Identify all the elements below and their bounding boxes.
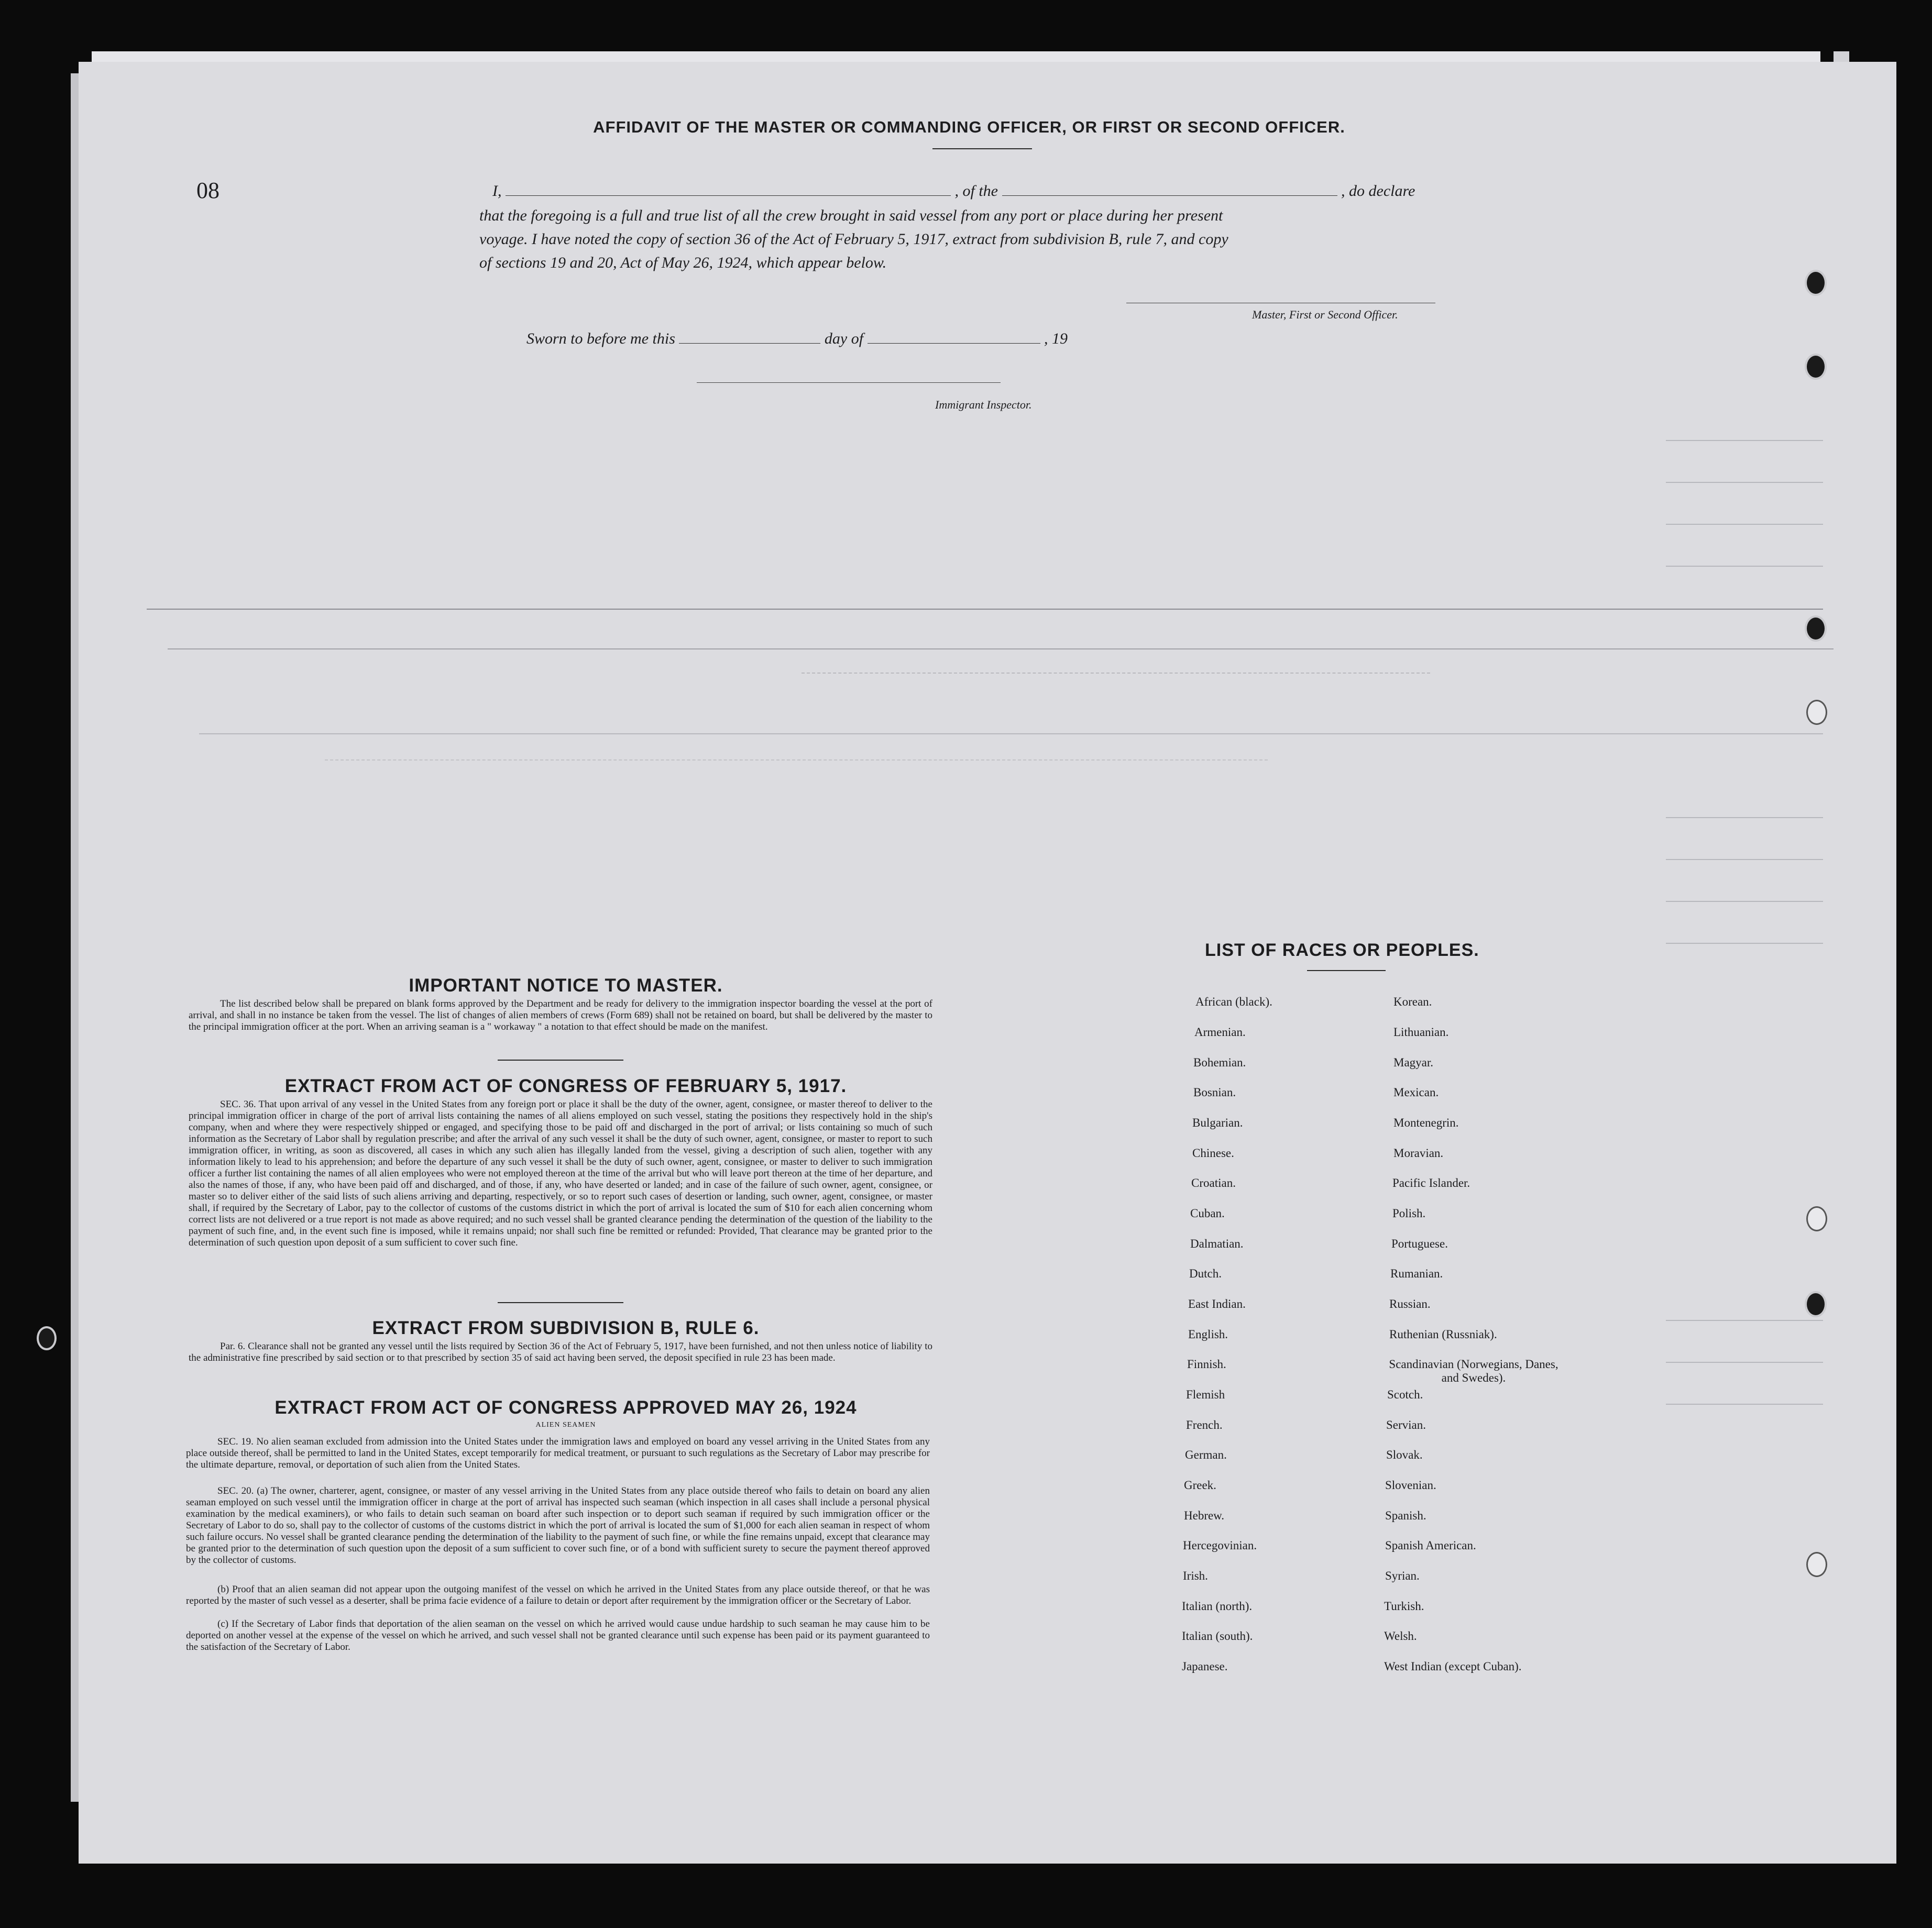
race-left: Italian (north).	[1182, 1600, 1253, 1613]
bleed-row	[1666, 524, 1823, 525]
extract-1917-body: SEC. 36. That upon arrival of any vessel in the United States from any foreign port or place it shall be the duty of the owner, agent, consignee, or master thereof to deliver to the principal immigration officer in charge of the port of arrival lists containing the names of all aliens employed on such vessel, stating the positions they respectively hold in the ship's company, when and where they were respectively shipped or engaged, and specifying those to be paid off and discharged in the port of arrival; or lists containing so much of such information as the Secretary of Labor shall by regulation prescribe; and after the arrival of any such vessel it shall be the duty of such owner, agent, consignee, or master to report to such immigration officer, in writing, as soon as discovered, all cases in which any such alien has illegally landed from the vessel, giving a description of such alien, together with any information likely to lead to his apprehension; and before the departure of any such vessel it shall be the duty of such owner, agent, consignee, or master to deliver to such immigration officer a further list containing the names of all alien employees who were not employed thereon at the time of the arrival but who will leave port thereon at the time of her departure, and also the names of those, if any, who have been paid off and discharged, and of those, if any, who have deserted or landed; and in case of the failure of such owner, agent, consignee, or master so to deliver either of the said lists of such aliens arriving and departing, respectively, or so to report such cases of desertion or landing, such owner, agent, consignee, or master shall, if required by the Secretary of Labor, pay to the collector of customs of the customs district in which the port of arrival is located the sum of $10 for each alien concerning whom correct lists are not delivered or a true report is not made as above required; and no such vessel shall be granted clearance pending the determination of the question of the liability to the payment of such fine, and, in the event such fine is imposed, while it remains unpaid; nor shall such fine be remitted or refunded: Provided, That clearance may be granted prior to the determination of such question upon deposit of a sum sufficient to cover such fine.	[189, 1099, 932, 1248]
sec20c-body: (c) If the Secretary of Labor finds that deportation of the alien seaman on the vessel on which he arrived would cause undue hardship to such seaman he may cause him to be deported on another vessel at the expense of the vessel on which he arrived, and such vessel shall not be granted clearance until such expense has been paid or its payment guaranteed to the satisfaction of the Secretary of Labor.	[186, 1618, 930, 1652]
race-right: Welsh.	[1384, 1629, 1417, 1643]
extract-1924-subheading: ALIEN SEAMEN	[535, 1421, 596, 1429]
inspector-signature-line[interactable]	[697, 382, 1001, 383]
race-right: Syrian.	[1385, 1569, 1420, 1582]
races-heading: LIST OF RACES OR PEOPLES.	[1205, 940, 1479, 960]
race-right: Montenegrin.	[1393, 1116, 1459, 1129]
race-right: Rumanian.	[1390, 1267, 1443, 1280]
race-left: Bohemian.	[1193, 1056, 1246, 1069]
margin-mark: 08	[196, 178, 219, 203]
bleed-row	[168, 648, 1834, 649]
affidavit-heading: AFFIDAVIT OF THE MASTER OR COMMANDING OFFICER, OR FIRST OR SECOND OFFICER.	[593, 118, 1345, 136]
bleed-row	[1666, 943, 1823, 944]
handwriting-bleed	[325, 744, 1268, 761]
bleed-row	[1666, 901, 1823, 902]
sec19-body: SEC. 19. No alien seaman excluded from admission into the United States under the immigration laws and employed on board any vessel arriving in the United States from any place outside thereof, shall be permitted to land in the United States, except temporarily for medical treatment, or pursuant to such regulations as the Secretary of Labor may prescribe for the ultimate departure, removal, or deportation of such alien from the United States.	[186, 1436, 930, 1470]
bleed-row	[1666, 1320, 1823, 1321]
race-left: Cuban.	[1190, 1207, 1225, 1220]
race-right: Moravian.	[1393, 1147, 1444, 1160]
race-left: Croatian.	[1191, 1176, 1236, 1189]
race-right: Spanish American.	[1385, 1539, 1476, 1552]
race-left: Italian (south).	[1182, 1629, 1253, 1643]
bleed-row	[1666, 482, 1823, 483]
sworn-day-field[interactable]	[679, 330, 820, 344]
race-left: Finnish.	[1187, 1358, 1226, 1371]
binding-hole	[1806, 1206, 1827, 1231]
race-left: Hebrew.	[1184, 1509, 1225, 1522]
race-right: Portuguese.	[1391, 1237, 1448, 1250]
notice-heading: IMPORTANT NOTICE TO MASTER.	[409, 975, 723, 996]
declarant-label: I,	[492, 182, 502, 200]
race-left: African (black).	[1195, 995, 1272, 1008]
notice-body: The list described below shall be prepared on blank forms approved by the Department and be ready for delivery to the immigration inspector boarding the vessel at the port of arrival, and shall in no instance be taken from the vessel. The list of changes of alien members of crews (Form 689) shall not be retained on board, but shall be delivered by the master to the principal immigration officer at the port. When an arriving seaman is a " workaway " a notation to that effect should be made on the manifest.	[189, 998, 932, 1032]
race-left: Greek.	[1184, 1479, 1216, 1492]
bleed-row	[199, 733, 1823, 734]
race-right: Pacific Islander.	[1392, 1176, 1470, 1189]
race-right: Turkish.	[1384, 1600, 1424, 1613]
race-left: Hercegovinian.	[1183, 1539, 1257, 1552]
race-right: Ruthenian (Russniak).	[1389, 1328, 1497, 1341]
bleed-row	[1666, 566, 1823, 567]
sheet-edge-top	[92, 51, 1820, 62]
bleed-row	[1666, 817, 1823, 818]
race-right: Scandinavian (Norwegians, Danes, and Swedes).	[1389, 1358, 1558, 1384]
handwriting-bleed	[802, 654, 1430, 674]
binding-hole	[1805, 615, 1827, 642]
race-left: French.	[1186, 1418, 1223, 1431]
race-left: Dalmatian.	[1190, 1237, 1244, 1250]
binding-hole	[1806, 700, 1827, 725]
bleed-row	[1666, 1362, 1823, 1363]
sworn-label: Sworn to before me this	[526, 330, 675, 347]
bleed-row	[1666, 859, 1823, 860]
sheet-edge-left	[71, 73, 79, 1802]
race-left: Bulgarian.	[1192, 1116, 1243, 1129]
declaration-line-2: that the foregoing is a full and true list of all the crew brought in said vessel from any port or place during her present	[479, 207, 1223, 224]
race-right: Russian.	[1389, 1297, 1431, 1310]
bleed-row	[1666, 440, 1823, 441]
extract-1924-heading: EXTRACT FROM ACT OF CONGRESS APPROVED MAY 26, 1924	[275, 1397, 857, 1418]
section-rule	[498, 1060, 623, 1061]
race-right: Magyar.	[1393, 1056, 1434, 1069]
race-left: Bosnian.	[1193, 1086, 1236, 1099]
declarant-name-field[interactable]	[506, 183, 951, 196]
bleed-row	[147, 609, 1823, 610]
declaration-line-3: voyage. I have noted the copy of section 36 of the Act of February 5, 1917, extract from subdivision B, rule 7, and copy	[479, 230, 1228, 248]
races-rule	[1307, 970, 1386, 971]
heading-rule	[932, 148, 1032, 149]
binding-hole	[1805, 270, 1827, 296]
punch-mark	[37, 1326, 57, 1350]
sworn-month-field[interactable]	[868, 330, 1040, 344]
year-label: , 19	[1044, 330, 1068, 347]
race-right: Korean.	[1393, 995, 1432, 1008]
binding-hole	[1806, 1552, 1827, 1577]
race-right: Servian.	[1386, 1418, 1426, 1431]
race-left: Armenian.	[1194, 1026, 1246, 1039]
race-left: Dutch.	[1189, 1267, 1222, 1280]
sec20a-body: SEC. 20. (a) The owner, charterer, agent, consignee, or master of any vessel arriving in the United States from any place outside thereof who fails to detain on board any alien seaman employed on such vessel until the immigration officer in charge at the port of arrival has inspected such seaman (which inspection in all cases shall include a personal physical examination by the medical examiners), or who fails to detain such seaman on board after such inspection or to deport such seaman if required by such immigration officer or the Secretary of Labor to do so, shall pay to the collector of customs of the customs district in which the port of arrival is located the sum of $1,000 for each alien seaman in respect of whom such failure occurs. No vessel shall be granted clearance pending the determination of the liability to the payment of such fine, or while the fine remains unpaid, except that clearance may be granted prior to the determination of such question upon the deposit of a sum sufficient to cover such fine, or of a bond with sufficient surety to secure the payment thereof approved by the collector of customs.	[186, 1485, 930, 1566]
race-left: Chinese.	[1192, 1147, 1234, 1160]
race-left: German.	[1185, 1448, 1227, 1461]
inspector-caption: Immigrant Inspector.	[935, 398, 1032, 411]
of-the-label: , of the	[954, 182, 998, 200]
race-left: East Indian.	[1188, 1297, 1246, 1310]
race-left: Japanese.	[1182, 1660, 1228, 1673]
declare-label: , do declare	[1341, 182, 1415, 200]
declaration-line-1	[492, 182, 1472, 200]
race-right: Slovenian.	[1385, 1479, 1436, 1492]
race-right: Spanish.	[1385, 1509, 1426, 1522]
sec20b-body: (b) Proof that an alien seaman did not appear upon the outgoing manifest of the vessel on which he arrived in the United States from any place outside thereof, or that he was reported by the master of such vessel as a deserter, shall be prima facie evidence of a failure to detain or deport after requirement by the immigration officer or the Secretary of Labor.	[186, 1584, 930, 1606]
sworn-line	[526, 330, 1068, 348]
race-right: Polish.	[1392, 1207, 1426, 1220]
binding-hole	[1805, 1291, 1827, 1317]
bleed-row	[1666, 1404, 1823, 1405]
race-left: Flemish	[1186, 1388, 1225, 1401]
race-right: Mexican.	[1393, 1086, 1439, 1099]
day-of-label: day of	[824, 330, 864, 347]
race-right: Lithuanian.	[1393, 1026, 1449, 1039]
race-left: English.	[1188, 1328, 1228, 1341]
race-right: Slovak.	[1386, 1448, 1423, 1461]
extract-rule6-heading: EXTRACT FROM SUBDIVISION B, RULE 6.	[372, 1318, 760, 1338]
extract-rule6-body: Par. 6. Clearance shall not be granted any vessel until the lists required by Section 36 of the Act of February 5, 1917, have been furnished, and not then unless notice of liability to the administrative fine prescribed by said section or to that prescribed by section 35 of said act having been served, the deposit specified in rule 23 has been made.	[189, 1341, 932, 1363]
race-right: Scotch.	[1387, 1388, 1423, 1401]
declaration-line-4: of sections 19 and 20, Act of May 26, 1924, which appear below.	[479, 254, 887, 271]
race-left: Irish.	[1183, 1569, 1208, 1582]
vessel-name-field[interactable]	[1002, 183, 1337, 196]
binding-hole	[1805, 354, 1827, 380]
master-caption: Master, First or Second Officer.	[1252, 308, 1398, 321]
race-right: West Indian (except Cuban).	[1384, 1660, 1522, 1673]
section-rule	[498, 1302, 623, 1303]
extract-1917-heading: EXTRACT FROM ACT OF CONGRESS OF FEBRUARY 5, 1917.	[284, 1076, 847, 1096]
